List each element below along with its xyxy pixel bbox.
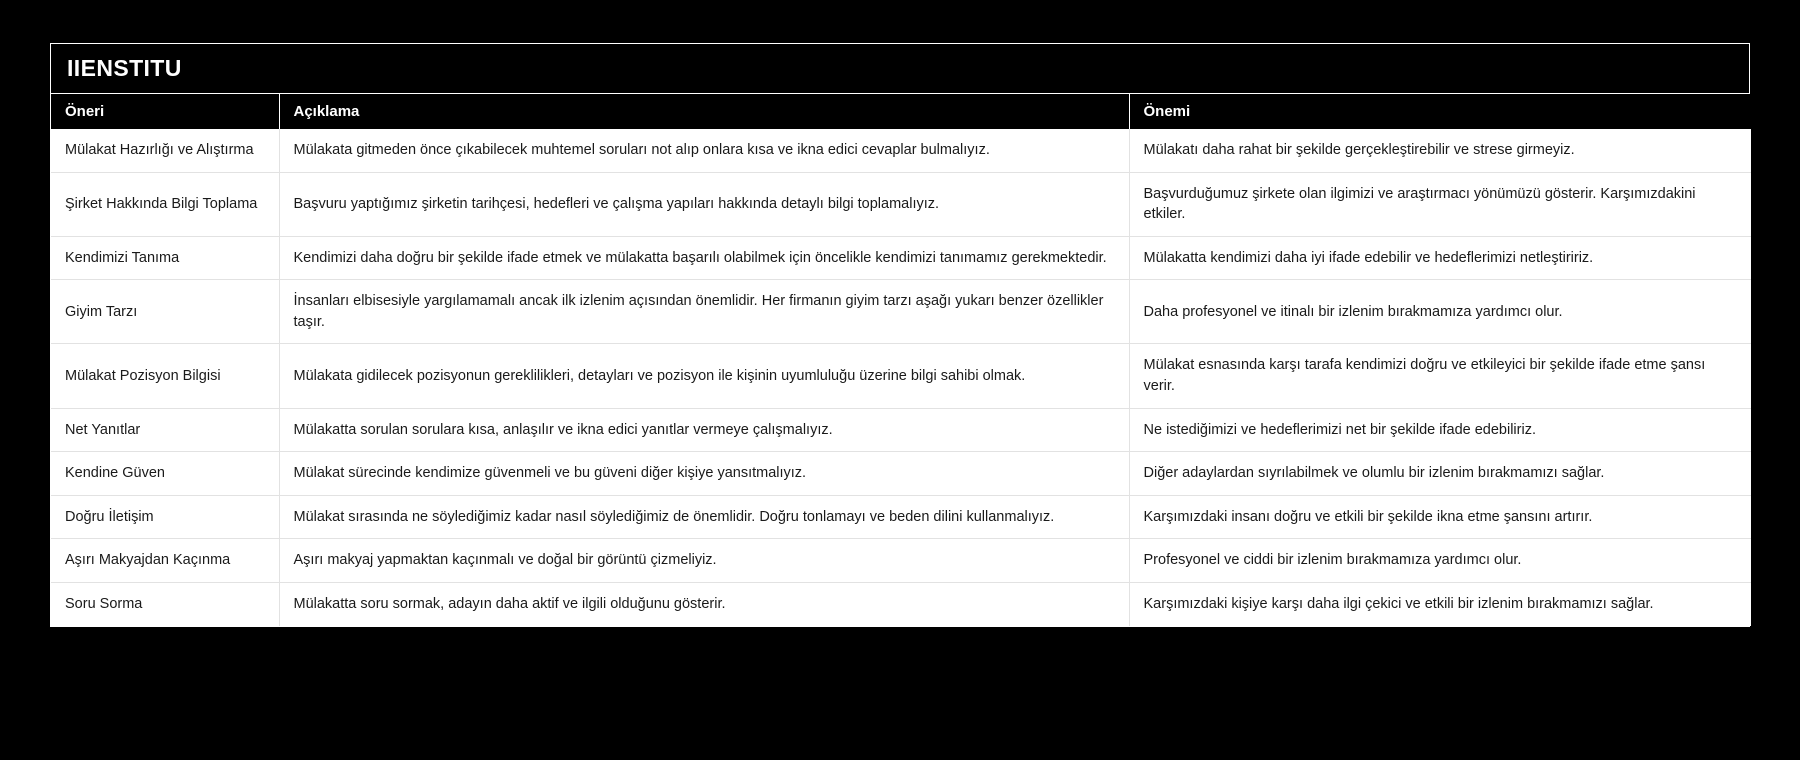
table-row <box>51 129 1751 172</box>
interview-tips-table <box>51 94 1751 626</box>
table-body <box>51 129 1751 626</box>
cell-aciklama: Aşırı makyaj yapmaktan kaçınmalı ve doğal bir görüntü çizmeliyiz. <box>279 539 1129 583</box>
cell-aciklama: İnsanları elbisesiyle yargılamamalı ancak ilk izlenim açısından önemlidir. Her firmanın giyim tarzı aşağı yukarı benzer özellikler taşır. <box>279 280 1129 344</box>
table-row <box>51 495 1751 539</box>
brand-header <box>51 44 1749 94</box>
brand-title: IIENSTITU <box>67 55 182 81</box>
cell-aciklama: Mülakatta soru sormak, adayın daha aktif ve ilgili olduğunu gösterir. <box>279 582 1129 625</box>
cell-oneri: Kendine Güven <box>51 452 279 496</box>
cell-aciklama: Mülakatta sorulan sorulara kısa, anlaşılır ve ikna edici yanıtlar vermeye çalışmalıyız. <box>279 408 1129 452</box>
interview-tips-card <box>50 43 1750 627</box>
table-row <box>51 344 1751 408</box>
cell-onemi: Karşımızdaki insanı doğru ve etkili bir şekilde ikna etme şansını artırır. <box>1129 495 1751 539</box>
cell-aciklama: Mülakata gitmeden önce çıkabilecek muhtemel soruları not alıp onlara kısa ve ikna edici cevaplar bulmalıyız. <box>279 129 1129 172</box>
cell-aciklama: Kendimizi daha doğru bir şekilde ifade etmek ve mülakatta başarılı olabilmek için öncelikle kendimizi tanımamız gerekmektedir. <box>279 236 1129 280</box>
cell-onemi: Ne istediğimizi ve hedeflerimizi net bir şekilde ifade edebiliriz. <box>1129 408 1751 452</box>
cell-oneri: Net Yanıtlar <box>51 408 279 452</box>
column-header-onemi: Önemi <box>1129 94 1751 129</box>
table-row <box>51 539 1751 583</box>
column-header-oneri: Öneri <box>51 94 279 129</box>
table-header-row <box>51 94 1751 129</box>
cell-oneri: Mülakat Pozisyon Bilgisi <box>51 344 279 408</box>
cell-oneri: Giyim Tarzı <box>51 280 279 344</box>
table-row <box>51 236 1751 280</box>
cell-aciklama: Mülakata gidilecek pozisyonun gereklilikleri, detayları ve pozisyon ile kişinin uyumluluğu üzerine bilgi sahibi olmak. <box>279 344 1129 408</box>
cell-oneri: Şirket Hakkında Bilgi Toplama <box>51 172 279 236</box>
table-row <box>51 452 1751 496</box>
cell-onemi: Karşımızdaki kişiye karşı daha ilgi çekici ve etkili bir izlenim bırakmamızı sağlar. <box>1129 582 1751 625</box>
cell-oneri: Kendimizi Tanıma <box>51 236 279 280</box>
cell-oneri: Mülakat Hazırlığı ve Alıştırma <box>51 129 279 172</box>
cell-aciklama: Başvuru yaptığımız şirketin tarihçesi, hedefleri ve çalışma yapıları hakkında detaylı bilgi toplamalıyız. <box>279 172 1129 236</box>
table-row <box>51 280 1751 344</box>
table-row <box>51 172 1751 236</box>
cell-onemi: Mülakatta kendimizi daha iyi ifade edebilir ve hedeflerimizi netleştiririz. <box>1129 236 1751 280</box>
table-header <box>51 94 1751 129</box>
cell-onemi: Profesyonel ve ciddi bir izlenim bırakmamıza yardımcı olur. <box>1129 539 1751 583</box>
cell-onemi: Mülakat esnasında karşı tarafa kendimizi doğru ve etkileyici bir şekilde ifade etme şansı verir. <box>1129 344 1751 408</box>
cell-oneri: Soru Sorma <box>51 582 279 625</box>
cell-onemi: Daha profesyonel ve itinalı bir izlenim bırakmamıza yardımcı olur. <box>1129 280 1751 344</box>
table-row <box>51 582 1751 625</box>
column-header-aciklama: Açıklama <box>279 94 1129 129</box>
cell-aciklama: Mülakat sırasında ne söylediğimiz kadar nasıl söylediğimiz de önemlidir. Doğru tonlamayı ve beden dilini kullanmalıyız. <box>279 495 1129 539</box>
cell-onemi: Başvurduğumuz şirkete olan ilgimizi ve araştırmacı yönümüzü gösterir. Karşımızdakini etkiler. <box>1129 172 1751 236</box>
cell-oneri: Doğru İletişim <box>51 495 279 539</box>
cell-onemi: Mülakatı daha rahat bir şekilde gerçekleştirebilir ve strese girmeyiz. <box>1129 129 1751 172</box>
cell-oneri: Aşırı Makyajdan Kaçınma <box>51 539 279 583</box>
table-row <box>51 408 1751 452</box>
cell-aciklama: Mülakat sürecinde kendimize güvenmeli ve bu güveni diğer kişiye yansıtmalıyız. <box>279 452 1129 496</box>
cell-onemi: Diğer adaylardan sıyrılabilmek ve olumlu bir izlenim bırakmamızı sağlar. <box>1129 452 1751 496</box>
